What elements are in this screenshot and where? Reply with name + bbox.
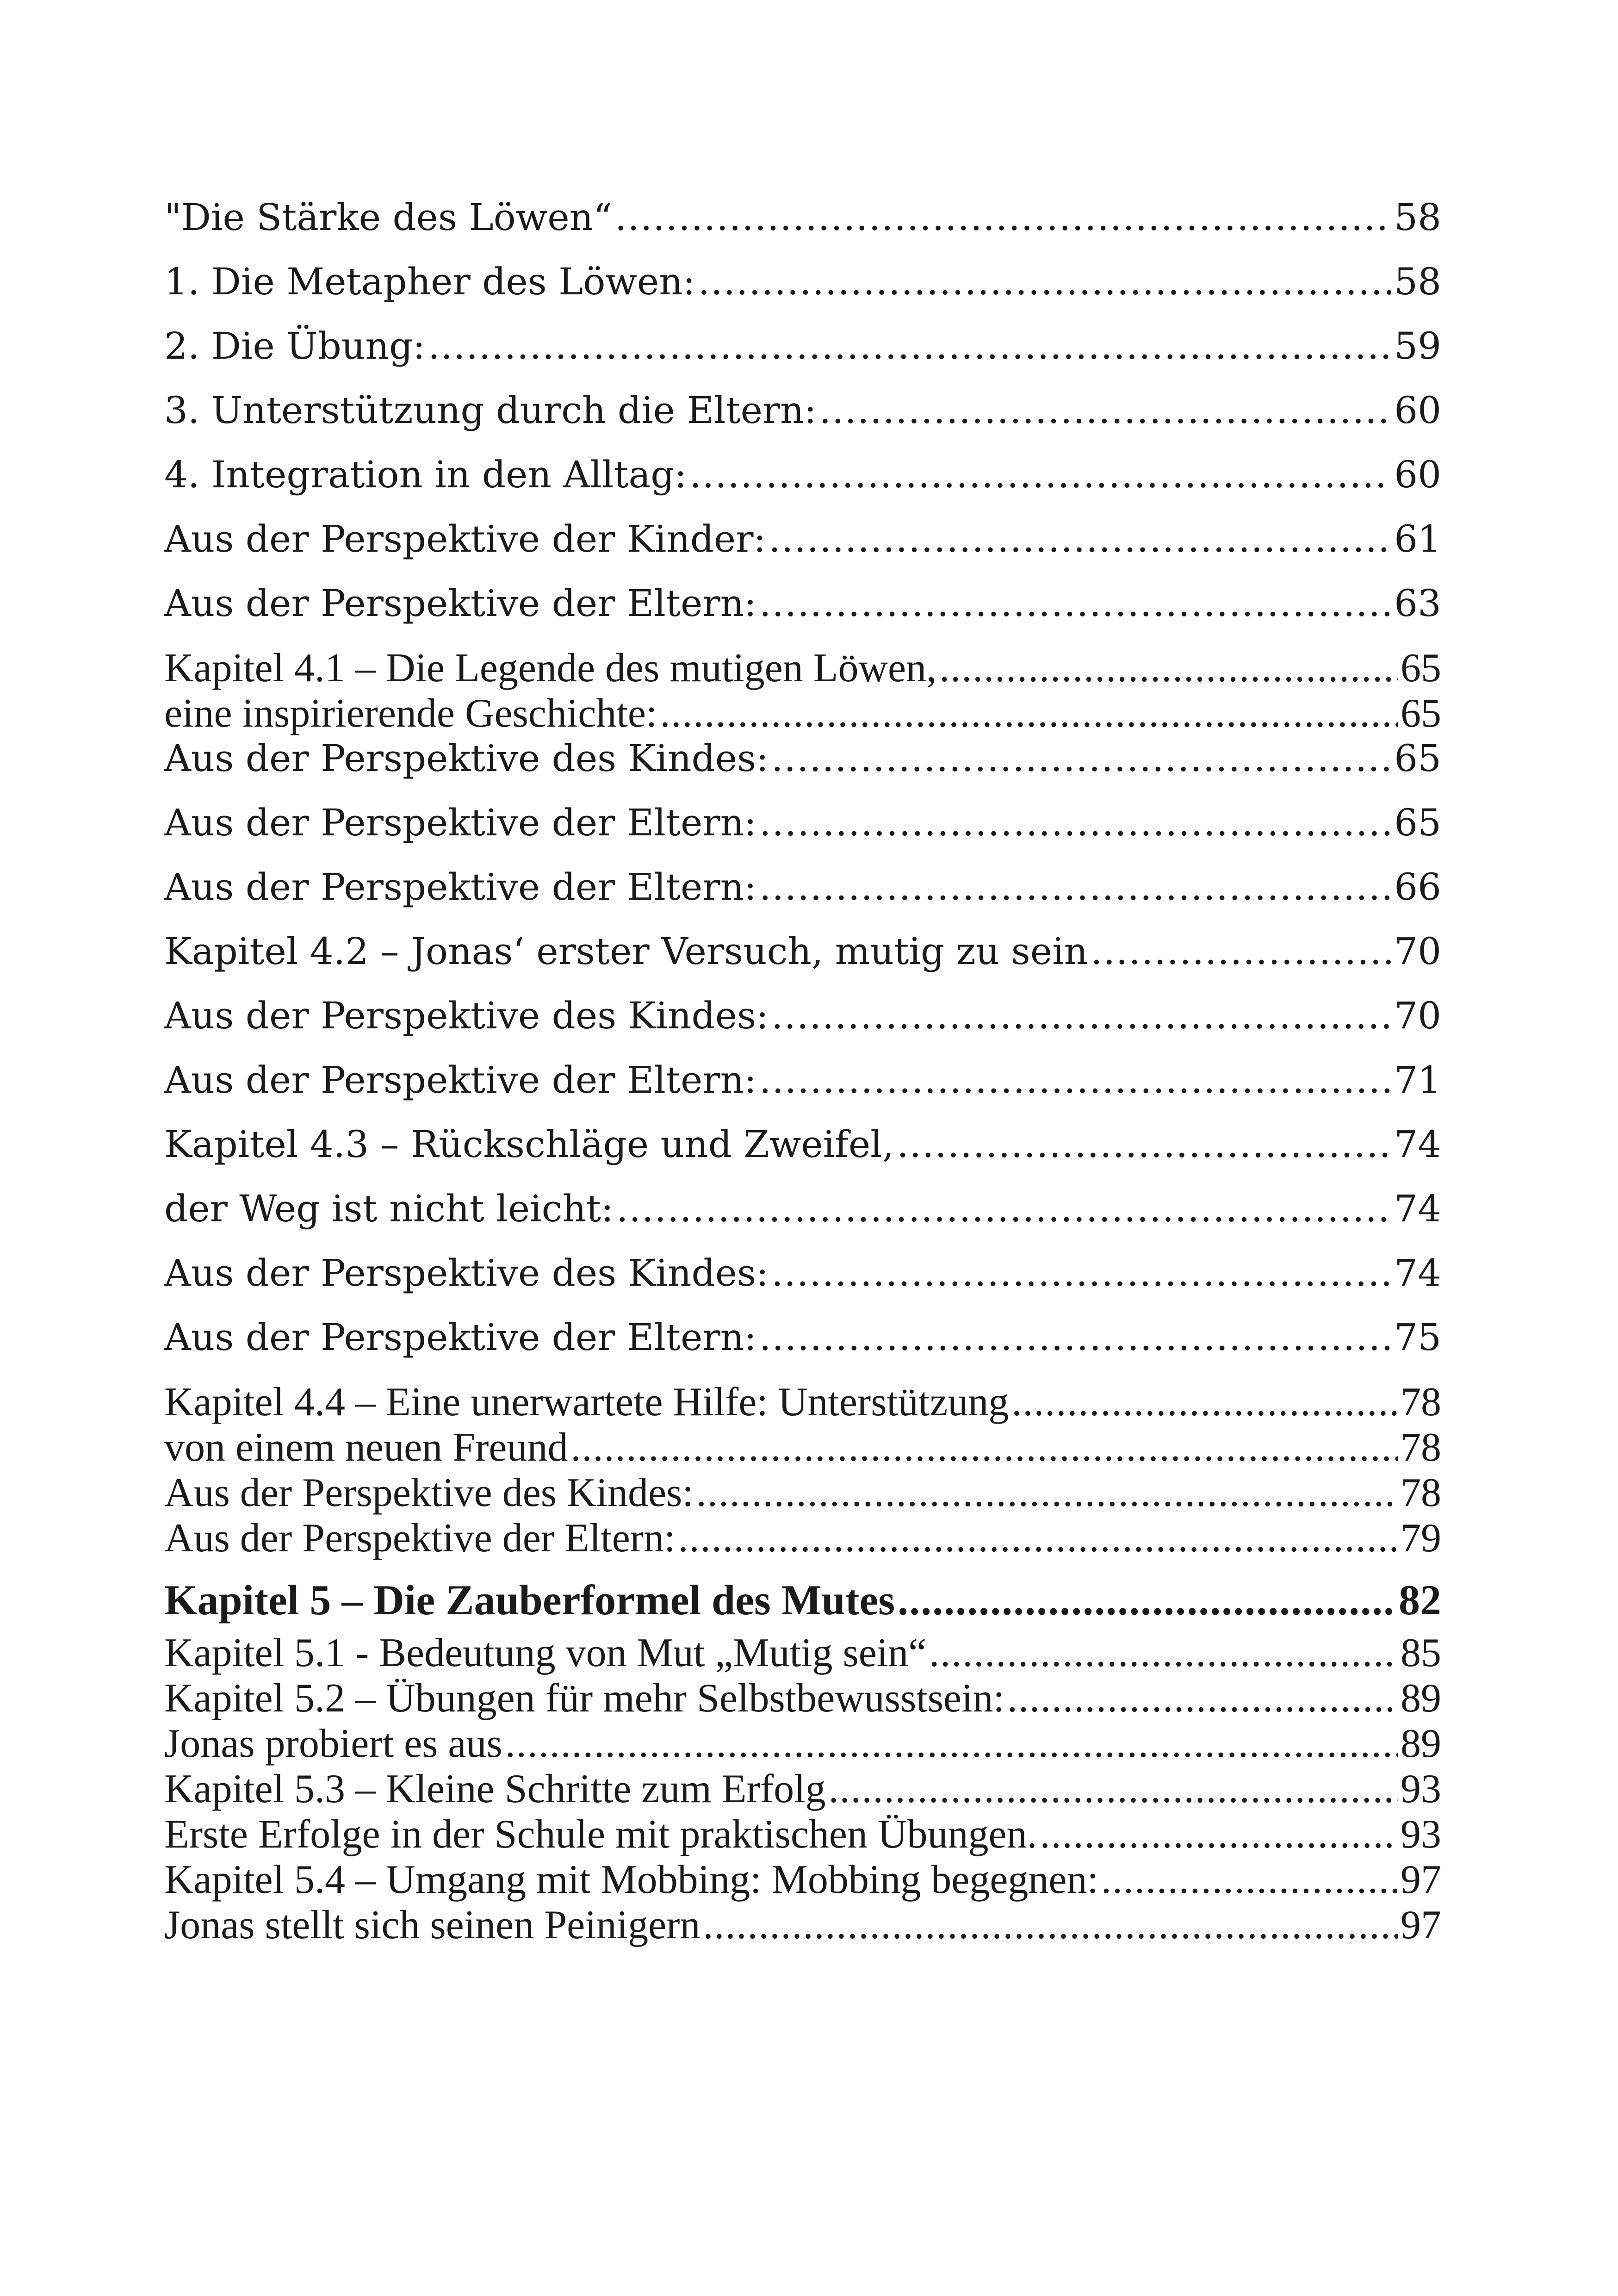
dot-leader [771,1251,1391,1295]
toc-entry[interactable] [164,736,1441,780]
toc-entry-page-number: 85 [1401,1630,1441,1675]
toc-entry-page-number: 71 [1394,1058,1441,1101]
dot-leader [771,994,1391,1038]
toc-entry-title: Kapitel 5.2 – Übungen für mehr Selbstbewusstsein: [164,1676,1004,1721]
toc-entry-page-number: 60 [1394,389,1441,432]
toc-entry-page-number: 75 [1394,1316,1441,1359]
toc-entry-title: "Die Stärke des Löwen“ [164,196,613,239]
toc-entry-page-number: 78 [1401,1380,1441,1425]
toc-entry-page-number: 78 [1401,1470,1441,1515]
toc-entry-title: Kapitel 4.3 – Rückschläge und Zweifel, [164,1123,894,1166]
dot-leader [1011,1380,1398,1425]
toc-entry-page-number: 58 [1394,260,1441,303]
dot-leader [1007,1676,1398,1721]
dot-leader [570,1425,1398,1470]
toc-entry[interactable] [164,581,1441,625]
dot-leader [616,1187,1391,1231]
toc-entry-page-number: 65 [1394,737,1441,780]
toc-entry[interactable] [164,1251,1441,1295]
toc-entry[interactable] [164,195,1441,239]
dot-leader [689,453,1391,497]
dot-leader [678,1516,1398,1561]
toc-entry-title: Aus der Perspektive der Eltern: [164,1058,757,1101]
dot-leader [897,1122,1391,1166]
dot-leader [703,1903,1398,1948]
toc-entry-title: Kapitel 5.4 – Umgang mit Mobbing: Mobbing begegnen: [164,1857,1098,1902]
toc-entry[interactable] [164,929,1441,973]
toc-entry-page-number: 65 [1401,691,1441,736]
toc-entry[interactable] [164,1380,1441,1425]
toc-entry[interactable] [164,1187,1441,1231]
dot-leader [939,646,1398,691]
toc-entry-page-number: 60 [1394,453,1441,496]
dot-leader [759,581,1391,625]
toc-entry-title: 2. Die Übung: [164,324,426,367]
toc-entry-page-number: 79 [1401,1516,1441,1561]
toc-entry[interactable] [164,388,1441,432]
toc-entry-title: Aus der Perspektive der Kinder: [164,517,766,560]
toc-entry[interactable] [164,1676,1441,1721]
toc-entry-title: der Weg ist nicht leicht: [164,1187,614,1230]
toc-entry[interactable] [164,691,1441,736]
toc-entry-page-number: 89 [1401,1721,1441,1766]
dot-leader [759,801,1391,845]
toc-entry[interactable] [164,517,1441,561]
toc-entry[interactable] [164,1425,1441,1470]
toc-entry[interactable] [164,1767,1441,1812]
toc-entry-page-number: 61 [1394,517,1441,560]
toc-entry-title: Kapitel 4.1 – Die Legende des mutigen Löwen, [164,646,937,691]
toc-entry-page-number: 74 [1394,1123,1441,1166]
toc-entry[interactable] [164,453,1441,497]
toc-entry[interactable] [164,1569,1441,1630]
toc-entry-title: Kapitel 4.4 – Eine unerwartete Hilfe: Unterstützung [164,1380,1009,1425]
toc-entry-title: Aus der Perspektive des Kindes: [164,994,769,1037]
dot-leader [759,1315,1391,1359]
toc-entry-title: Erste Erfolge in der Schule mit praktischen Übungen. [164,1812,1037,1857]
toc-entry-title: Aus der Perspektive der Eltern: [164,865,757,908]
toc-entry-page-number: 70 [1394,930,1441,973]
toc-entry-title: Aus der Perspektive des Kindes: [164,1251,769,1294]
toc-entry-title: Aus der Perspektive der Eltern: [164,1316,757,1359]
toc-entry[interactable] [164,1903,1441,1948]
dot-leader [759,1058,1391,1102]
toc-entry-page-number: 82 [1399,1576,1441,1624]
toc-entry-title: Aus der Perspektive der Eltern: [164,1516,676,1561]
dot-leader [615,195,1391,239]
toc-entry-title: 1. Die Metapher des Löwen: [164,260,695,303]
toc-entry[interactable] [164,1630,1441,1676]
toc-entry-title: Jonas probiert es aus [164,1721,502,1766]
toc-entry-page-number: 93 [1401,1767,1441,1811]
toc-entry[interactable] [164,1315,1441,1359]
toc-entry-title: Aus der Perspektive des Kindes: [164,737,769,780]
toc-entry-page-number: 58 [1394,196,1441,239]
toc-entry-title: Jonas stellt sich seinen Peinigern [164,1903,701,1948]
toc-entry-title: Aus der Perspektive der Eltern: [164,582,757,625]
dot-leader [898,1569,1396,1630]
toc-entry-title: eine inspirierende Geschichte: [164,691,657,736]
toc-entry-page-number: 89 [1401,1676,1441,1721]
toc-entry-title: Aus der Perspektive des Kindes: [164,1470,694,1515]
toc-entry[interactable] [164,1516,1441,1561]
toc-entry-title: Aus der Perspektive der Eltern: [164,801,757,844]
toc-entry-page-number: 97 [1401,1857,1441,1902]
dot-leader [698,260,1391,304]
toc-entry[interactable] [164,801,1441,845]
dot-leader [660,691,1398,736]
toc-entry-page-number: 65 [1394,801,1441,844]
toc-entry-page-number: 63 [1394,582,1441,625]
toc-entry-title: 4. Integration in den Alltag: [164,453,687,496]
toc-entry-page-number: 97 [1401,1903,1441,1948]
toc-entry[interactable] [164,1857,1441,1903]
table-of-contents [164,195,1441,1948]
dot-leader [428,324,1391,368]
toc-entry-title: von einem neuen Freund [164,1425,568,1470]
toc-entry[interactable] [164,994,1441,1038]
toc-entry[interactable] [164,1058,1441,1102]
toc-entry-page-number: 78 [1401,1425,1441,1470]
dot-leader [1091,929,1391,973]
toc-entry[interactable] [164,324,1441,368]
dot-leader [696,1470,1398,1516]
dot-leader [759,865,1391,909]
toc-entry-title: Kapitel 5.1 - Bedeutung von Mut „Mutig sein“ [164,1630,927,1675]
dot-leader [929,1630,1398,1676]
toc-entry-title: Kapitel 5 – Die Zauberformel des Mutes [164,1576,895,1624]
toc-entry[interactable] [164,865,1441,909]
toc-entry[interactable] [164,646,1441,691]
toc-entry-title: Kapitel 5.3 – Kleine Schritte zum Erfolg [164,1767,826,1811]
dot-leader [1101,1857,1398,1903]
toc-entry-title: Kapitel 4.2 – Jonas‘ erster Versuch, mutig zu sein [164,930,1088,973]
toc-entry-page-number: 66 [1394,865,1441,908]
toc-entry-page-number: 70 [1394,994,1441,1037]
toc-entry-page-number: 65 [1401,646,1441,691]
toc-entry[interactable] [164,1721,1441,1767]
toc-entry-page-number: 74 [1394,1251,1441,1294]
toc-entry-page-number: 59 [1394,324,1441,367]
dot-leader [505,1721,1398,1767]
toc-entry[interactable] [164,1812,1441,1857]
dot-leader [829,1767,1398,1812]
toc-entry[interactable] [164,260,1441,304]
dot-leader [819,388,1392,432]
dot-leader [769,517,1391,561]
dot-leader [1040,1812,1398,1857]
toc-entry-title: 3. Unterstützung durch die Eltern: [164,389,817,432]
toc-entry-page-number: 93 [1401,1812,1441,1857]
toc-entry[interactable] [164,1470,1441,1516]
toc-entry-page-number: 74 [1394,1187,1441,1230]
toc-entry[interactable] [164,1122,1441,1166]
dot-leader [771,736,1391,780]
